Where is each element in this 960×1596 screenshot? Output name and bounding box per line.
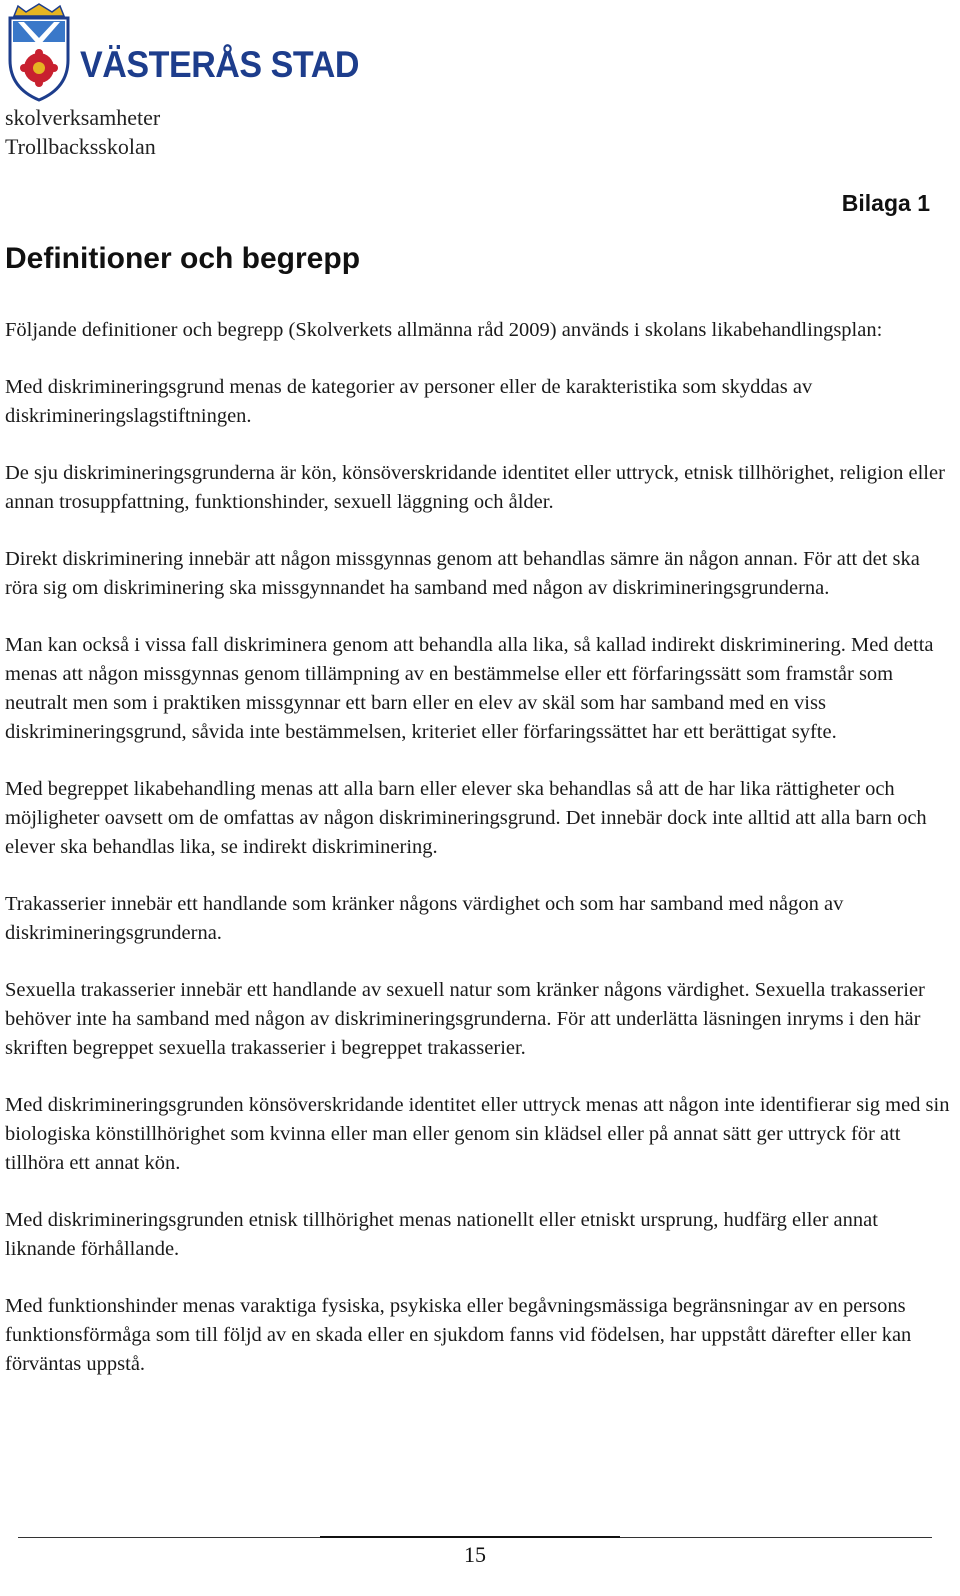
org-unit: skolverksamheter — [5, 105, 161, 130]
paragraph: De sju diskrimineringsgrunderna är kön, könsöverskridande identitet eller uttryck, etnisk tillhörighet, religion eller annan trosuppfattning, funktionshinder, sexuell läggning och ålder. — [5, 462, 945, 513]
annex-label: Bilaga 1 — [841, 190, 930, 216]
paragraph: Med diskrimineringsgrunden könsöverskridande identitet eller uttryck menas att någon inte identifierar sig med sin biologiska könstillhörighet som kvinna eller man eller genom sin klädsel eller på annat sätt ger uttryck för att tillhöra ett annat kön. — [5, 1094, 950, 1174]
paragraph: Följande definitioner och begrepp (Skolverkets allmänna råd 2009) används i skolans likabehandlingsplan: — [5, 319, 883, 341]
vasteras-crest-icon — [4, 2, 74, 102]
page-title: Definitioner och begrepp — [5, 242, 361, 275]
paragraph: Sexuella trakasserier innebär ett handlande av sexuell natur som kränker någons värdighet. Sexuella trakasserier behöver inte ha samband med någon av diskrimineringsgrunderna. För att underlätta läsningen inryms i den här skriften begreppet sexuella trakasserier i begreppet trakasserier. — [5, 979, 925, 1059]
school-name: Trollbacksskolan — [5, 134, 156, 159]
paragraph: Man kan också i vissa fall diskriminera genom att behandla alla lika, så kallad indirekt diskriminering. Med detta menas att någon missgynnas genom tillämpning av en bestämmelse eller ett förfaringssätt som framstår som neutralt men som i praktiken missgynnar ett barn eller en elev av skäl som har samband med en viss diskrimineringsgrund, såvida inte bestämmelsen, kriteriet eller förfaringssättet har ett berättigat syfte. — [5, 634, 934, 743]
footer-divider-accent — [320, 1536, 620, 1538]
paragraph: Trakasserier innebär ett handlande som kränker någons värdighet och som har samband med någon av diskrimineringsgrunderna. — [5, 893, 844, 944]
organization-block — [5, 103, 160, 161]
paragraph: Med diskrimineringsgrund menas de kategorier av personer eller de karakteristika som skyddas av diskrimineringslagstiftningen. — [5, 376, 813, 427]
paragraph: Med begreppet likabehandling menas att alla barn eller elever ska behandlas så att de har lika rättigheter och möjligheter oavsett om de omfattas av någon diskrimineringsgrund. Det innebär dock inte alltid att alla barn och elever ska behandlas lika, se indirekt diskriminering. — [5, 778, 927, 858]
paragraph: Med funktionshinder menas varaktiga fysiska, psykiska eller begåvningsmässiga begränsningar av en persons funktionsförmåga som till följd av en skada eller en sjukdom fanns vid födelsen, har uppstått därefter eller kan förväntas uppstå. — [5, 1295, 912, 1375]
document-body — [5, 316, 950, 1407]
page-header — [0, 0, 360, 104]
paragraph: Direkt diskriminering innebär att någon missgynnas genom att behandlas sämre än någon annan. För att det ska röra sig om diskriminering ska missgynnandet ha samband med någon av diskrimineringsgrunderna. — [5, 548, 920, 599]
paragraph: Med diskrimineringsgrunden etnisk tillhörighet menas nationellt eller etniskt ursprung, hudfärg eller annat liknande förhållande. — [5, 1209, 878, 1260]
page-number: 15 — [464, 1542, 486, 1567]
city-logo-text: VÄSTERÅS STAD — [80, 44, 359, 85]
